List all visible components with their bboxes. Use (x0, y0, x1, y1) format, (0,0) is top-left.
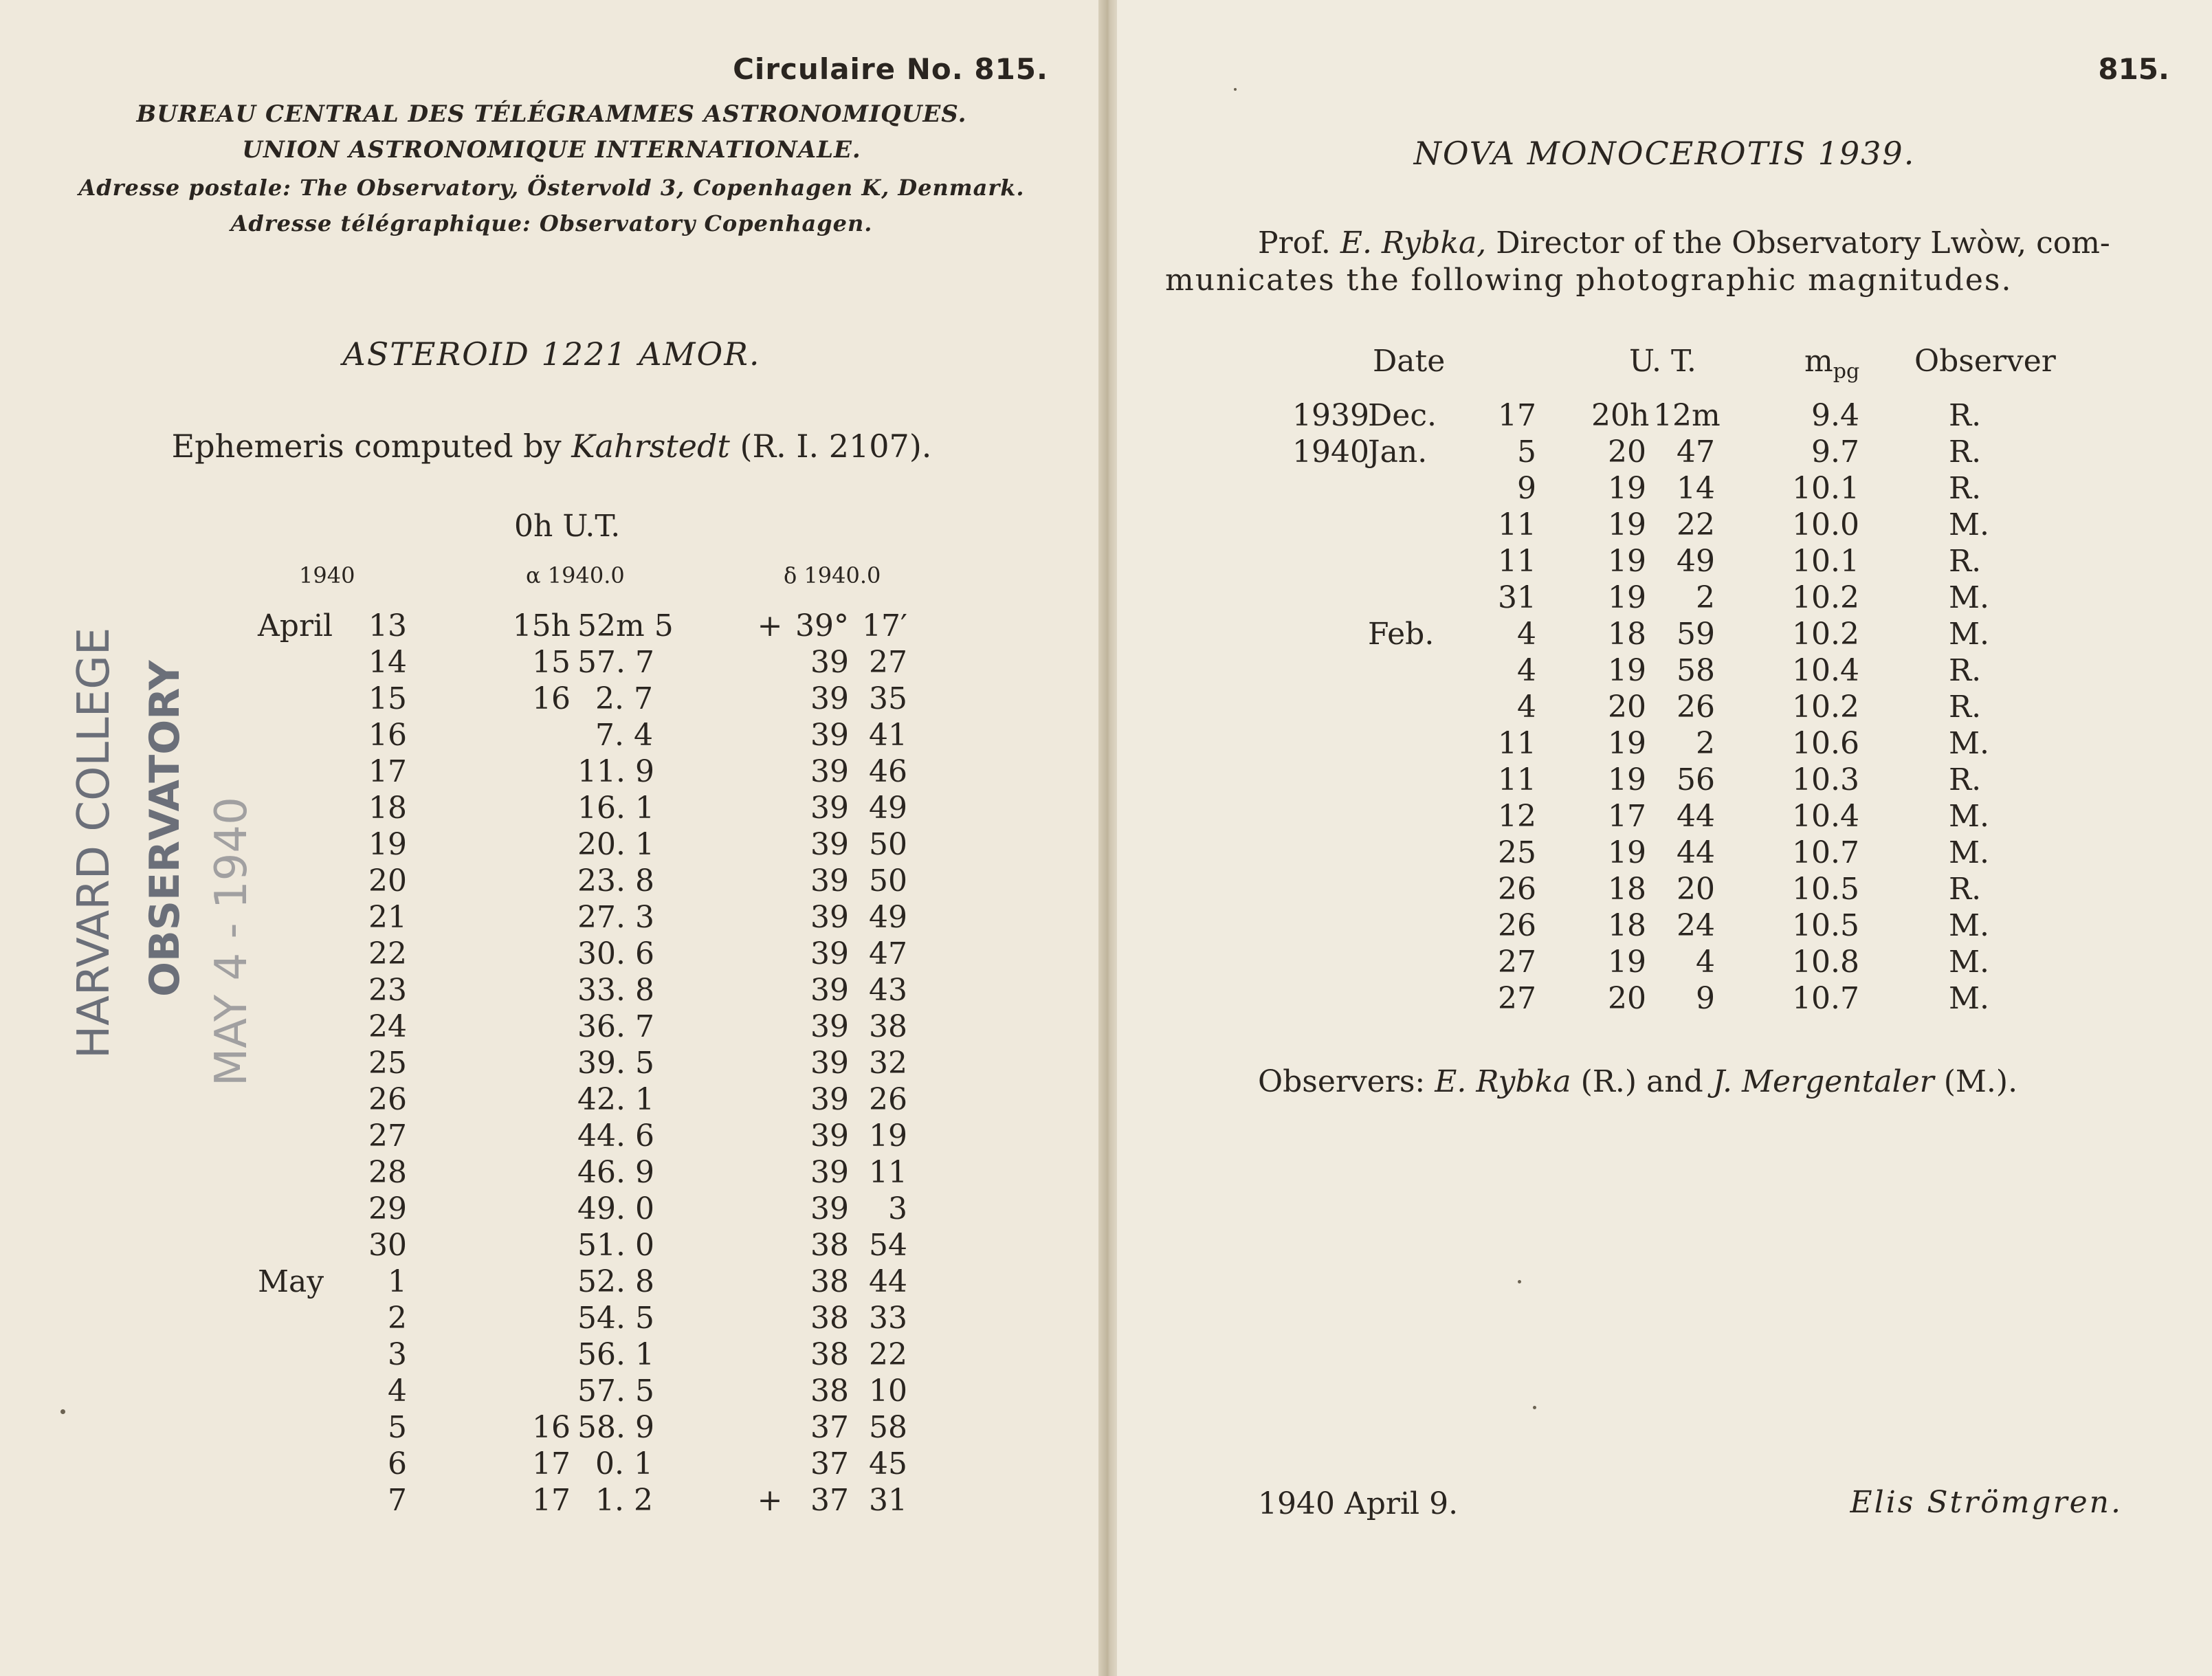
ephemeris-row (0, 1227, 1103, 1264)
magnitude-cell-obs: M. (1949, 726, 1990, 761)
ephemeris-cell-day: 14 (368, 645, 407, 680)
col-observer: Observer (1914, 344, 2056, 379)
observer-m-code: (M.). (1943, 1064, 2018, 1099)
ephemeris-cell-ra-m: 44. 6 (577, 1118, 654, 1154)
magnitude-row (1117, 397, 2212, 434)
magnitude-cell-obs: R. (1949, 762, 1982, 797)
magnitude-row (1117, 434, 2212, 470)
magnitude-row (1117, 944, 2212, 980)
observer-m-name: J. Mergentaler (1712, 1064, 1934, 1099)
magnitude-cell-ut-h: 18 (1608, 617, 1646, 652)
ephemeris-cell-ra-m: 0. 1 (595, 1446, 653, 1481)
ephemeris-row (0, 1154, 1103, 1191)
magnitude-cell-obs: M. (1949, 981, 1990, 1016)
magnitude-cell-mag: 10.2 (1792, 617, 1859, 652)
ephemeris-cell-day: 17 (368, 754, 407, 789)
ephemeris-cell-dec-d: 37 (810, 1446, 849, 1481)
ephemeris-cell-ra-m: 27. 3 (577, 900, 654, 935)
paper-speck (60, 1409, 65, 1414)
magnitude-cell-day: 27 (1498, 981, 1536, 1016)
intro-line-1 (1258, 225, 2110, 261)
magnitude-cell-mag: 9.7 (1811, 434, 1859, 470)
ephemeris-cell-dec-d: 39 (810, 900, 849, 935)
magnitude-cell-ut-m: 22 (1677, 507, 1715, 542)
ephemeris-cell-dec-d: 37 (810, 1410, 849, 1445)
ephemeris-cell-dec-d: 38 (810, 1228, 849, 1263)
ephemeris-cell-ra-m: 52. 8 (577, 1264, 654, 1299)
ephemeris-cell-day: 5 (388, 1410, 407, 1445)
magnitude-cell-ut-m: 49 (1677, 544, 1715, 579)
ephemeris-cell-dec-d: 37 (810, 1483, 849, 1518)
magnitude-cell-ut-m: 58 (1677, 653, 1715, 688)
ephemeris-cell-ra-m: 58. 9 (577, 1410, 654, 1445)
ephemeris-cell-dec-d: 39 (810, 1118, 849, 1154)
mag-sub: pg (1833, 359, 1860, 384)
magnitude-row (1117, 798, 2212, 835)
ephemeris-cell-dec-d: 39 (810, 645, 849, 680)
ephemeris-cell-day: 13 (368, 608, 407, 643)
magnitude-cell-ut-h: 18 (1608, 872, 1646, 907)
ephemeris-cell-dec-d: 38 (810, 1337, 849, 1372)
ephemeris-row (0, 1446, 1103, 1482)
magnitude-cell-day: 11 (1498, 544, 1536, 579)
magnitude-cell-ut-h: 20 (1608, 981, 1646, 1016)
intro-prefix: Prof. (1258, 225, 1331, 261)
ephemeris-cell-dec-d: 39 (810, 1155, 849, 1190)
magnitude-cell-day: 11 (1498, 762, 1536, 797)
bureau-header: BUREAU CENTRAL DES TÉLÉGRAMMES ASTRONOMIQUES. (136, 100, 967, 128)
col-ut: U. T. (1629, 344, 1696, 379)
right-page (1117, 0, 2212, 1676)
ephemeris-cell-ra-m: 16. 1 (577, 791, 654, 826)
magnitude-cell-obs: M. (1949, 908, 1990, 943)
ephemeris-cell-ra-h: 16 (532, 1410, 571, 1445)
magnitude-cell-mag: 10.4 (1792, 653, 1859, 688)
magnitude-row (1117, 762, 2212, 798)
ephemeris-cell-day: 24 (368, 1009, 407, 1044)
ephemeris-row (0, 1264, 1103, 1300)
ephemeris-cell-day: 27 (368, 1118, 407, 1154)
ephemeris-cell-ra-m: 36. 7 (577, 1009, 654, 1044)
ephemeris-prefix: Ephemeris computed by (171, 428, 562, 465)
ephemeris-cell-dec-d: 38 (810, 1301, 849, 1336)
ephemeris-cell-day: 4 (388, 1374, 407, 1409)
ephemeris-cell-month: April (258, 608, 333, 643)
ephemeris-cell-ra-m: 57. 5 (577, 1374, 654, 1409)
ephemeris-cell-ra-m: 46. 9 (577, 1155, 654, 1190)
ephemeris-cell-dec-m: 44 (869, 1264, 907, 1299)
ephemeris-cell-ra-m: 33. 8 (577, 973, 654, 1008)
magnitude-cell-mag: 10.5 (1792, 908, 1859, 943)
magnitude-cell-day: 9 (1517, 471, 1536, 506)
magnitude-cell-day: 12 (1498, 799, 1536, 834)
magnitude-cell-day: 4 (1517, 690, 1536, 725)
ephemeris-cell-ra-m: 42. 1 (577, 1082, 654, 1117)
ephemeris-cell-day: 30 (368, 1228, 407, 1263)
ephemeris-cell-day: 2 (388, 1301, 407, 1336)
ephemeris-cell-ra-m: 20. 1 (577, 827, 654, 862)
ephemeris-cell-ra-h: 17 (532, 1446, 571, 1481)
ephemeris-cell-ra-m: 30. 6 (577, 936, 654, 971)
magnitude-cell-ut-h: 20h (1591, 398, 1650, 433)
ephemeris-cell-dec-d: 39 (810, 718, 849, 753)
ephemeris-cell-ra-m: 51. 0 (577, 1228, 654, 1263)
ephemeris-row (0, 1409, 1103, 1446)
magnitude-cell-ut-h: 20 (1608, 690, 1646, 725)
ephemeris-cell-day: 20 (368, 863, 407, 898)
left-page (0, 0, 1103, 1676)
ephemeris-author: Kahrstedt (571, 428, 730, 465)
ephemeris-ref: (R. I. 2107). (740, 428, 932, 465)
magnitude-cell-obs: R. (1949, 434, 1982, 470)
ephemeris-cell-dec-m: 49 (869, 791, 907, 826)
ephemeris-cell-ra-h: 15h (512, 608, 571, 643)
magnitude-cell-day: 26 (1498, 872, 1536, 907)
ephemeris-cell-ra-m: 52m 5 (577, 608, 674, 643)
ephemeris-cell-ra-m: 57. 7 (577, 645, 654, 680)
ephemeris-credit (0, 428, 1103, 465)
magnitude-row (1117, 652, 2212, 689)
ephemeris-cell-day: 25 (368, 1046, 407, 1081)
magnitude-cell-day: 5 (1517, 434, 1536, 470)
magnitude-row (1117, 689, 2212, 725)
magnitude-cell-ut-m: 26 (1677, 690, 1715, 725)
ephemeris-cell-dec-d: 39 (810, 1082, 849, 1117)
magnitude-cell-mag: 10.4 (1792, 799, 1859, 834)
ephemeris-cell-dec-m: 47 (869, 936, 907, 971)
magnitude-cell-ut-h: 19 (1608, 507, 1646, 542)
magnitude-cell-year: 1940 (1292, 434, 1369, 470)
magnitude-cell-obs: R. (1949, 690, 1982, 725)
ephemeris-cell-dec-m: 3 (888, 1191, 907, 1226)
magnitude-cell-obs: M. (1949, 580, 1990, 615)
magnitude-row (1117, 725, 2212, 762)
magnitude-cell-ut-h: 20 (1608, 434, 1646, 470)
ephemeris-cell-dec-m: 38 (869, 1009, 907, 1044)
magnitude-cell-mag: 10.7 (1792, 835, 1859, 870)
magnitude-cell-mon: Feb. (1368, 617, 1435, 652)
ephemeris-cell-dec-m: 58 (869, 1410, 907, 1445)
ephemeris-cell-dec-m: 35 (869, 681, 907, 716)
magnitude-cell-mag: 10.5 (1792, 872, 1859, 907)
ephemeris-cell-dec-m: 43 (869, 973, 907, 1008)
ephemeris-cell-ra-h: 17 (532, 1483, 571, 1518)
ephemeris-cell-ra-h: 15 (532, 645, 571, 680)
ephemeris-cell-dec-m: 46 (869, 754, 907, 789)
col-dec: δ 1940.0 (784, 562, 881, 588)
magnitude-row (1117, 907, 2212, 944)
ephemeris-cell-day: 28 (368, 1155, 407, 1190)
magnitude-cell-ut-m: 47 (1677, 434, 1715, 470)
ephemeris-cell-sign: + (757, 1483, 783, 1518)
magnitude-cell-mag: 10.7 (1792, 981, 1859, 1016)
magnitude-cell-year: 1939 (1292, 398, 1369, 433)
magnitude-cell-day: 4 (1517, 617, 1536, 652)
magnitude-cell-obs: M. (1949, 835, 1990, 870)
ephemeris-cell-dec-m: 32 (869, 1046, 907, 1081)
union-header: UNION ASTRONOMIQUE INTERNATIONALE. (242, 136, 861, 164)
ephemeris-cell-ra-m: 56. 1 (577, 1337, 654, 1372)
magnitude-cell-ut-m: 4 (1696, 945, 1715, 980)
magnitude-cell-ut-m: 2 (1696, 726, 1715, 761)
ephemeris-cell-day: 3 (388, 1337, 407, 1372)
ephemeris-cell-day: 16 (368, 718, 407, 753)
magnitude-cell-ut-m: 9 (1696, 981, 1715, 1016)
signature-date: 1940 April 9. (1258, 1486, 1459, 1521)
observer-r-name: E. Rybka (1435, 1064, 1571, 1099)
magnitude-cell-ut-h: 19 (1608, 653, 1646, 688)
page-number: 815. (2098, 52, 2169, 86)
paper-speck (1518, 1280, 1521, 1283)
ephemeris-cell-sign: + (757, 608, 783, 643)
ephemeris-cell-dec-m: 26 (869, 1082, 907, 1117)
ephemeris-cell-day: 22 (368, 936, 407, 971)
magnitude-cell-obs: R. (1949, 872, 1982, 907)
magnitude-cell-mag: 10.2 (1792, 580, 1859, 615)
ephemeris-cell-ra-m: 7. 4 (595, 718, 653, 753)
ephemeris-cell-day: 15 (368, 681, 407, 716)
magnitude-cell-ut-h: 19 (1608, 945, 1646, 980)
postal-address: Adresse postale: The Observatory, Östervold 3, Copenhagen K, Denmark. (78, 175, 1025, 201)
observers-line (1258, 1064, 2017, 1099)
ephemeris-cell-dec-m: 54 (869, 1228, 907, 1263)
magnitude-cell-ut-h: 19 (1608, 544, 1646, 579)
ephemeris-cell-dec-m: 50 (869, 863, 907, 898)
ephemeris-cell-dec-d: 39 (810, 1009, 849, 1044)
stamp-line-2: OBSERVATORY (141, 660, 189, 997)
magnitude-cell-mag: 10.3 (1792, 762, 1859, 797)
ephemeris-cell-dec-m: 22 (869, 1337, 907, 1372)
magnitude-row (1117, 980, 2212, 1017)
magnitude-cell-mag: 10.6 (1792, 726, 1859, 761)
magnitude-row (1117, 580, 2212, 616)
ephemeris-cell-dec-d: 39 (810, 936, 849, 971)
stamp-line-1: HARVARD COLLEGE (69, 627, 120, 1059)
ephemeris-cell-dec-m: 49 (869, 900, 907, 935)
magnitude-cell-mag: 9.4 (1811, 398, 1859, 433)
magnitude-cell-mag: 10.1 (1792, 471, 1859, 506)
ephemeris-cell-dec-m: 33 (869, 1301, 907, 1336)
ephemeris-cell-dec-m: 11 (869, 1155, 907, 1190)
ephemeris-cell-dec-d: 39 (810, 754, 849, 789)
magnitude-cell-ut-h: 17 (1608, 799, 1646, 834)
book-gutter (1098, 0, 1119, 1676)
ephemeris-cell-ra-m: 49. 0 (577, 1191, 654, 1226)
col-ra: α 1940.0 (526, 562, 625, 588)
magnitude-cell-ut-h: 18 (1608, 908, 1646, 943)
magnitude-cell-day: 17 (1498, 398, 1536, 433)
ephemeris-row (0, 1373, 1103, 1409)
col-year: 1940 (299, 562, 355, 588)
intro-rest: Director of the Observatory Lwòw, com- (1496, 225, 2110, 261)
ephemeris-cell-dec-d: 38 (810, 1264, 849, 1299)
ephemeris-cell-dec-m: 50 (869, 827, 907, 862)
signature-name: Elis Strömgren. (1850, 1485, 2123, 1520)
ephemeris-cell-ra-m: 39. 5 (577, 1046, 654, 1081)
intro-name: E. Rybka, (1340, 225, 1487, 261)
ephemeris-row (0, 1191, 1103, 1227)
magnitude-cell-day: 25 (1498, 835, 1536, 870)
ephemeris-cell-dec-m: 19 (869, 1118, 907, 1154)
magnitude-cell-ut-m: 44 (1677, 799, 1715, 834)
paper-speck (1234, 88, 1237, 91)
magnitude-row (1117, 616, 2212, 652)
magnitude-cell-obs: M. (1949, 799, 1990, 834)
col-date: Date (1373, 344, 1446, 379)
ephemeris-row (0, 1482, 1103, 1519)
ephemeris-row (0, 1300, 1103, 1336)
magnitude-cell-mag: 10.1 (1792, 544, 1859, 579)
magnitude-cell-ut-m: 59 (1677, 617, 1715, 652)
magnitude-cell-day: 11 (1498, 507, 1536, 542)
magnitude-cell-day: 31 (1498, 580, 1536, 615)
magnitude-cell-obs: M. (1949, 507, 1990, 542)
stamp-line-3: MAY 4 - 1940 (206, 797, 257, 1086)
ephemeris-cell-dec-m: 10 (869, 1374, 907, 1409)
magnitude-cell-mag: 10.2 (1792, 690, 1859, 725)
magnitude-cell-ut-m: 56 (1677, 762, 1715, 797)
magnitude-cell-obs: R. (1949, 544, 1982, 579)
magnitude-cell-ut-m: 14 (1677, 471, 1715, 506)
magnitude-cell-ut-h: 19 (1608, 835, 1646, 870)
magnitude-cell-ut-m: 24 (1677, 908, 1715, 943)
ephemeris-cell-day: 6 (388, 1446, 407, 1481)
ephemeris-cell-dec-m: 31 (869, 1483, 907, 1518)
magnitude-cell-mon: Dec. (1368, 398, 1437, 433)
magnitude-cell-day: 27 (1498, 945, 1536, 980)
magnitude-cell-day: 4 (1517, 653, 1536, 688)
magnitude-cell-day: 11 (1498, 726, 1536, 761)
ephemeris-cell-dec-m: 27 (869, 645, 907, 680)
ephemeris-cell-dec-m: 45 (869, 1446, 907, 1481)
magnitude-cell-ut-h: 19 (1608, 726, 1646, 761)
magnitude-cell-obs: R. (1949, 398, 1982, 433)
magnitude-cell-ut-h: 19 (1608, 580, 1646, 615)
time-heading: 0h U.T. (514, 509, 621, 544)
magnitude-cell-ut-m: 44 (1677, 835, 1715, 870)
col-magnitude (1804, 344, 1859, 384)
magnitude-cell-obs: M. (1949, 617, 1990, 652)
magnitude-cell-ut-m: 12m (1653, 398, 1721, 433)
ephemeris-cell-day: 21 (368, 900, 407, 935)
asteroid-title: ASTEROID 1221 AMOR. (342, 335, 761, 373)
magnitude-cell-ut-h: 19 (1608, 471, 1646, 506)
magnitude-cell-mon: Jan. (1368, 434, 1428, 470)
ephemeris-cell-ra-m: 54. 5 (577, 1301, 654, 1336)
mag-base: m (1804, 344, 1833, 379)
ephemeris-cell-day: 23 (368, 973, 407, 1008)
magnitude-cell-mag: 10.0 (1792, 507, 1859, 542)
ephemeris-cell-ra-m: 2. 7 (595, 681, 653, 716)
paper-speck (1533, 1406, 1536, 1409)
magnitude-cell-obs: R. (1949, 471, 1982, 506)
ephemeris-cell-day: 19 (368, 827, 407, 862)
magnitude-cell-obs: M. (1949, 945, 1990, 980)
magnitude-cell-ut-m: 20 (1677, 872, 1715, 907)
nova-title: NOVA MONOCEROTIS 1939. (1413, 135, 1916, 172)
ephemeris-cell-day: 18 (368, 791, 407, 826)
magnitude-cell-ut-h: 19 (1608, 762, 1646, 797)
magnitude-row (1117, 871, 2212, 907)
ephemeris-cell-dec-d: 38 (810, 1374, 849, 1409)
magnitude-row (1117, 470, 2212, 507)
ephemeris-cell-dec-d: 39 (810, 863, 849, 898)
ephemeris-cell-day: 7 (388, 1483, 407, 1518)
telegraph-address: Adresse télégraphique: Observatory Copenhagen. (230, 210, 873, 236)
magnitude-cell-mag: 10.8 (1792, 945, 1859, 980)
ephemeris-cell-ra-m: 11. 9 (577, 754, 654, 789)
ephemeris-cell-dec-d: 39 (810, 1046, 849, 1081)
harvard-stamp (41, 627, 344, 1127)
ephemeris-cell-dec-d: 39 (810, 681, 849, 716)
magnitude-cell-obs: R. (1949, 653, 1982, 688)
magnitude-cell-ut-m: 2 (1696, 580, 1715, 615)
ephemeris-cell-dec-d: 39 (810, 791, 849, 826)
ephemeris-cell-ra-h: 16 (532, 681, 571, 716)
ephemeris-cell-day: 26 (368, 1082, 407, 1117)
ephemeris-row (0, 1336, 1103, 1373)
ephemeris-cell-dec-d: 39 (810, 827, 849, 862)
ephemeris-cell-day: 29 (368, 1191, 407, 1226)
magnitude-row (1117, 543, 2212, 580)
ephemeris-cell-dec-m: 41 (869, 718, 907, 753)
ephemeris-cell-ra-m: 1. 2 (595, 1483, 653, 1518)
ephemeris-cell-dec-m: 17′ (862, 608, 907, 643)
intro-line-2: municates the following photographic magnitudes. (1165, 263, 2013, 298)
ephemeris-cell-dec-d: 39 (810, 1191, 849, 1226)
observer-r-code: (R.) and (1580, 1064, 1703, 1099)
magnitude-row (1117, 507, 2212, 543)
observers-label: Observers: (1258, 1064, 1426, 1099)
ephemeris-cell-month: May (258, 1264, 324, 1299)
ephemeris-cell-dec-d: 39° (795, 608, 849, 643)
magnitude-row (1117, 835, 2212, 871)
circular-number: Circulaire No. 815. (733, 52, 1048, 86)
magnitude-cell-day: 26 (1498, 908, 1536, 943)
ephemeris-cell-day: 1 (388, 1264, 407, 1299)
ephemeris-cell-dec-d: 39 (810, 973, 849, 1008)
ephemeris-cell-ra-m: 23. 8 (577, 863, 654, 898)
